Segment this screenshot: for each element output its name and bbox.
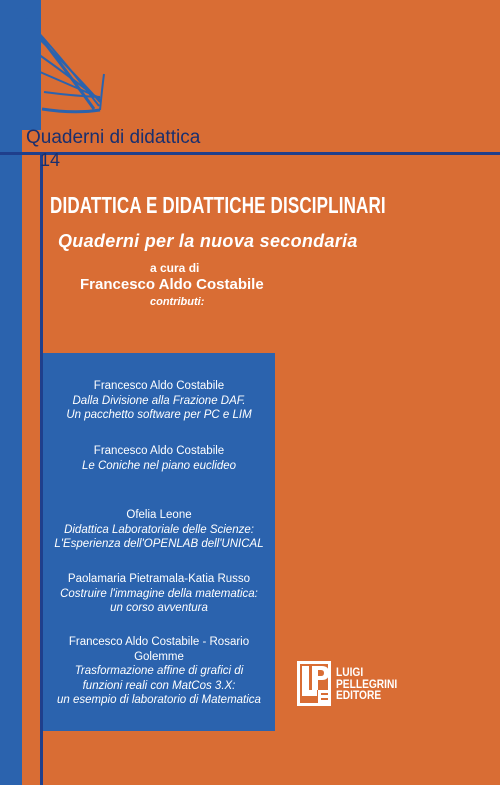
contribution-title-line: L'Esperienza dell'OPENLAB dell'UNICAL — [54, 538, 264, 550]
publisher-name — [336, 667, 397, 702]
contribution-item — [43, 444, 275, 473]
book-subtitle: Quaderni per la nuova secondaria — [58, 231, 358, 251]
contribution-item — [43, 508, 275, 552]
editor-name: Francesco Aldo Costabile — [80, 276, 264, 293]
contribution-title-line: un corso avventura — [110, 602, 208, 614]
publisher-name-line: LUIGI — [336, 665, 364, 679]
contribution-title-line: Didattica Laboratoriale delle Scienze: — [64, 523, 254, 536]
contribution-author: Francesco Aldo Costabile — [93, 380, 225, 392]
series-number: 14 — [40, 150, 61, 170]
publisher-name-line: PELLEGRINI — [336, 676, 398, 691]
horizontal-rule — [0, 152, 500, 155]
contribution-author: Ofelia Leone — [126, 509, 192, 521]
lpe-monogram-icon — [296, 660, 332, 707]
contribution-title-line: funzioni reali con MatCos 3.X: — [82, 679, 236, 692]
contribution-author: Francesco Aldo Costabile - Rosario Golemme — [68, 636, 250, 663]
contribution-title-line: Dalla Divisione alla Frazione DAF. — [72, 394, 246, 407]
contribution-author: Francesco Aldo Costabile — [93, 445, 225, 457]
contribution-item — [43, 572, 275, 616]
contribution-title-line: un esempio di laboratorio di Matematica — [57, 694, 261, 706]
series-name: Quaderni di didattica — [26, 127, 201, 148]
contribution-title-line: Le Coniche nel piano euclideo — [81, 459, 237, 472]
publisher-name-line: EDITORE — [336, 688, 382, 702]
contribution-item — [43, 635, 275, 708]
contribution-title-line: Costruire l'immagine della matematica: — [60, 587, 258, 600]
contribution-title-line: Trasformazione affine di grafici di — [74, 665, 244, 677]
contribution-title-line: Un pacchetto software per PC e LIM — [66, 409, 252, 421]
contribution-author: Paolamaria Pietramala-Katia Russo — [67, 573, 251, 585]
book-title: DIDATTICA E DIDATTICHE DISCIPLINARI — [50, 192, 386, 218]
contribution-item — [43, 379, 275, 423]
contributions-panel — [43, 353, 275, 731]
curated-by-label: a cura di — [150, 261, 200, 275]
open-book-icon — [14, 14, 109, 124]
contributions-label: contributi: — [150, 296, 205, 308]
